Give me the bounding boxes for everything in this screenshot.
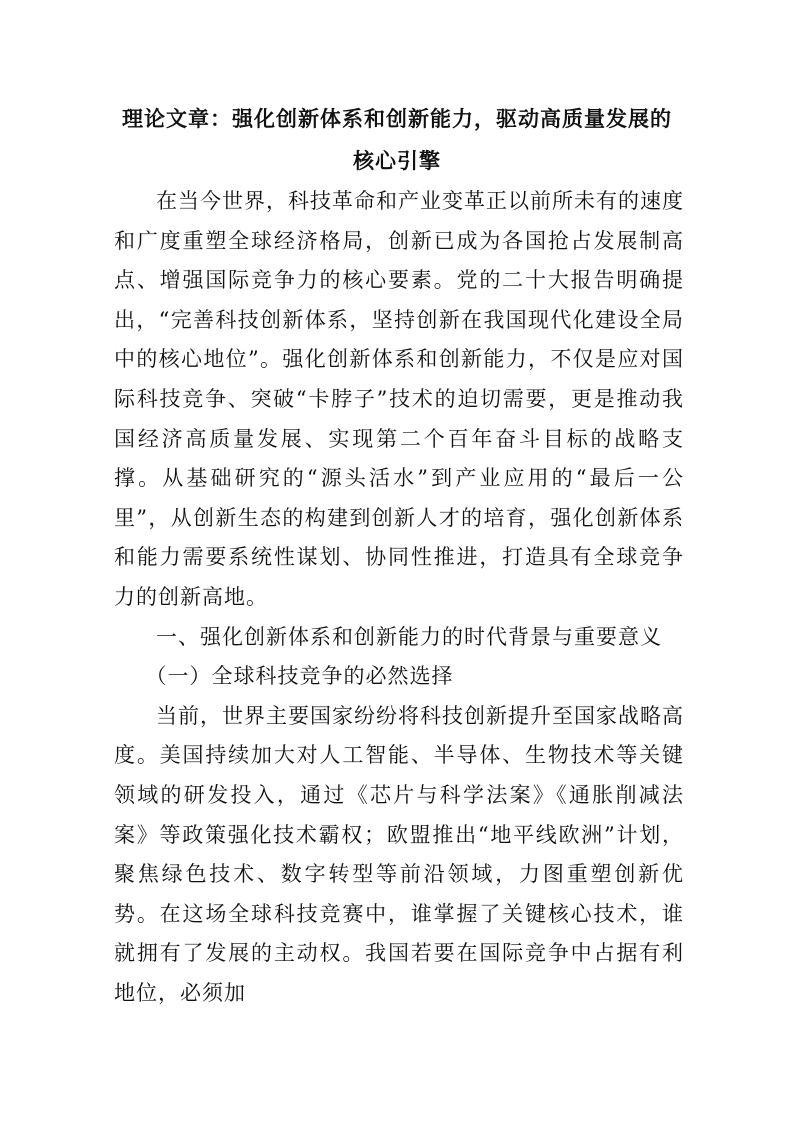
paragraph-intro: 在当今世界，科技革命和产业变革正以前所未有的速度和广度重塑全球经济格局，创新已成为各国抢占发展制高点、增强国际竞争力的核心要素。党的二十大报告明确提出，“完善科技创新体系，坚持创新在我国现代化建设全局中的核心地位”。强化创新体系和创新能力，不仅是应对国际科技竞争、突破“卡脖子”技术的迫切需要，更是推动我国经济高质量发展、实现第二个百年奋斗目标的战略支撑。从基础研究的“源头活水”到产业应用的“最后一公里”，从创新生态的构建到创新人才的培育，强化创新体系和能力需要系统性谋划、协同性推进，打造具有全球竞争力的创新高地。 [114,189,684,609]
subsection-heading: （一）全球科技竞争的必然选择 [145,664,454,689]
document-body [114,182,684,1013]
paragraph-global-competition: 当前，世界主要国家纷纷将科技创新提升至国家战略高度。美国持续加大对人工智能、半导体、生物技术等关键领域的研发投入，通过《芯片与科学法案》《通胀削减法案》等政策强化技术霸权；欧盟推出“地平线欧洲”计划，聚焦绿色技术、数字转型等前沿领域，力图重塑创新优势。在这场全球科技竞赛中，谁掌握了关键核心技术，谁就拥有了发展的主动权。我国若要在国际竞争中占据有利地位，必须加 [114,703,684,1005]
document-title: 理论文章：强化创新体系和创新能力，驱动高质量发展的核心引擎 [122,107,672,173]
section-heading: 一、强化创新体系和创新能力的时代背景与重要意义 [156,624,662,649]
